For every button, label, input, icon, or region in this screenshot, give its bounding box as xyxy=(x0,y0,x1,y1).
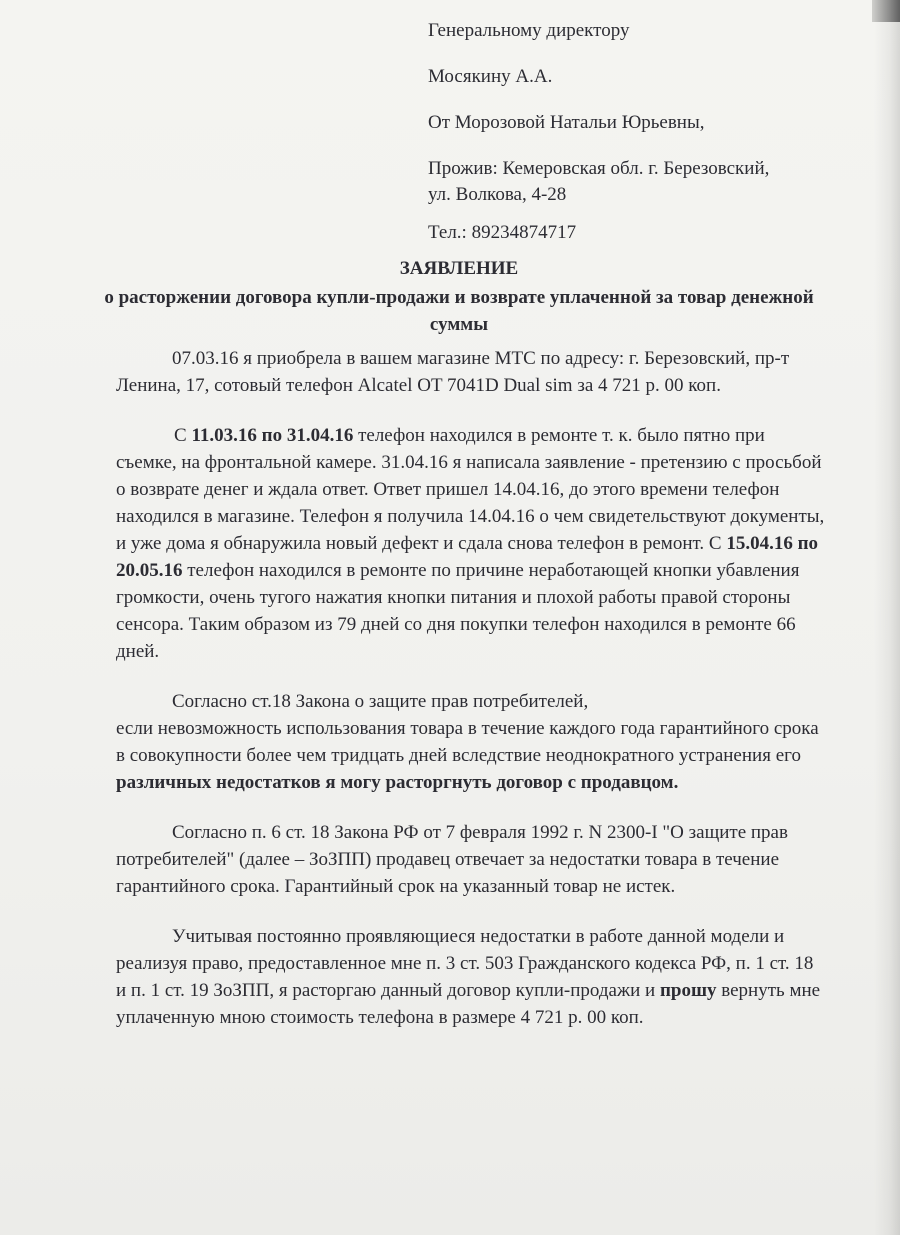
paragraph-law-article-18 xyxy=(116,688,826,796)
addressee-block xyxy=(428,18,868,266)
paragraph-request xyxy=(116,923,826,1031)
law-emphasis: различных недостатков я могу расторгнуть договор с продавцом. xyxy=(116,772,679,793)
paragraph-repairs xyxy=(116,422,826,665)
document-body xyxy=(116,345,826,1054)
law-text-2: если невозможность использования товара в течение каждого года гарантийного срока в совокупности более чем тридцать дней вследствие неоднократного устранения его xyxy=(116,718,819,766)
addressee-position: Генеральному директору xyxy=(428,20,630,41)
paragraph-purchase: 07.03.16 я приобрела в вашем магазине МТС по адресу: г. Березовский, пр-т Ленина, 17, сотовый телефон Alcatel OT 7041D Dual sim за 4 721 р. 00 коп. xyxy=(116,348,790,396)
sender-address xyxy=(428,156,868,208)
repairs-period-2: 15.04.16 по 20.05.16 xyxy=(116,533,819,581)
sender-name: От Морозовой Натальи Юрьевны, xyxy=(428,112,705,133)
repairs-period-1: 11.03.16 по 31.04.16 xyxy=(191,425,354,446)
law-text-1: Согласно ст.18 Закона о защите прав потребителей, xyxy=(172,691,589,712)
repairs-text-3: телефон находился в ремонте по причине неработающей кнопки убавления громкости, очень тугого нажатия кнопки питания и плохой работы правой стороны сенсора. Таким образом из 79 дней со дня покупки телефон находился в ремонте 66 дней. xyxy=(116,560,800,662)
request-text-1: Учитывая постоянно проявляющиеся недостатки в работе данной модели и реализуя право, предоставленное мне п. 3 ст. 503 Гражданского кодекса РФ, п. 1 ст. 18 и п. 1 ст. 19 ЗоЗПП, я расторгаю данный договор купли-продажи и xyxy=(116,926,814,1001)
request-emphasis: прошу xyxy=(659,980,717,1001)
sender-address-line1: Прожив: Кемеровская обл. г. Березовский, xyxy=(428,158,770,179)
addressee-name: Мосякину А.А. xyxy=(428,66,553,87)
sender-phone: Тел.: 89234874717 xyxy=(428,222,577,243)
request-text-2: вернуть мне уплаченную мною стоимость телефона в размере 4 721 р. 00 коп. xyxy=(116,980,821,1028)
paragraph-warranty: Согласно п. 6 ст. 18 Закона РФ от 7 февраля 1992 г. N 2300-I "О защите прав потребителей" (далее – ЗоЗПП) продавец отвечает за недостатки товара в течение гарантийного срока. Гарантийный срок на указанный товар не истек. xyxy=(116,822,788,897)
repairs-text-1: С xyxy=(174,425,192,446)
repairs-text-2: телефон находился в ремонте т. к. было пятно при съемке, на фронтальной камере. 31.04.16 я написала заявление - претензию с просьбой о возврате денег и ждала ответ. Ответ пришел 14.04.16, до этого времени телефон находился в магазине. Телефон я получила 14.04.16 о чем свидетельствуют документы, и уже дома я обнаружила новый дефект и сдала снова телефон в ремонт. С xyxy=(116,425,825,554)
document-subtitle: о расторжении договора купли-продажи и возврате уплаченной за товар денежной суммы xyxy=(104,287,814,335)
document-title: ЗАЯВЛЕНИЕ xyxy=(399,258,519,279)
sender-address-line2: ул. Волкова, 4-28 xyxy=(428,184,567,205)
